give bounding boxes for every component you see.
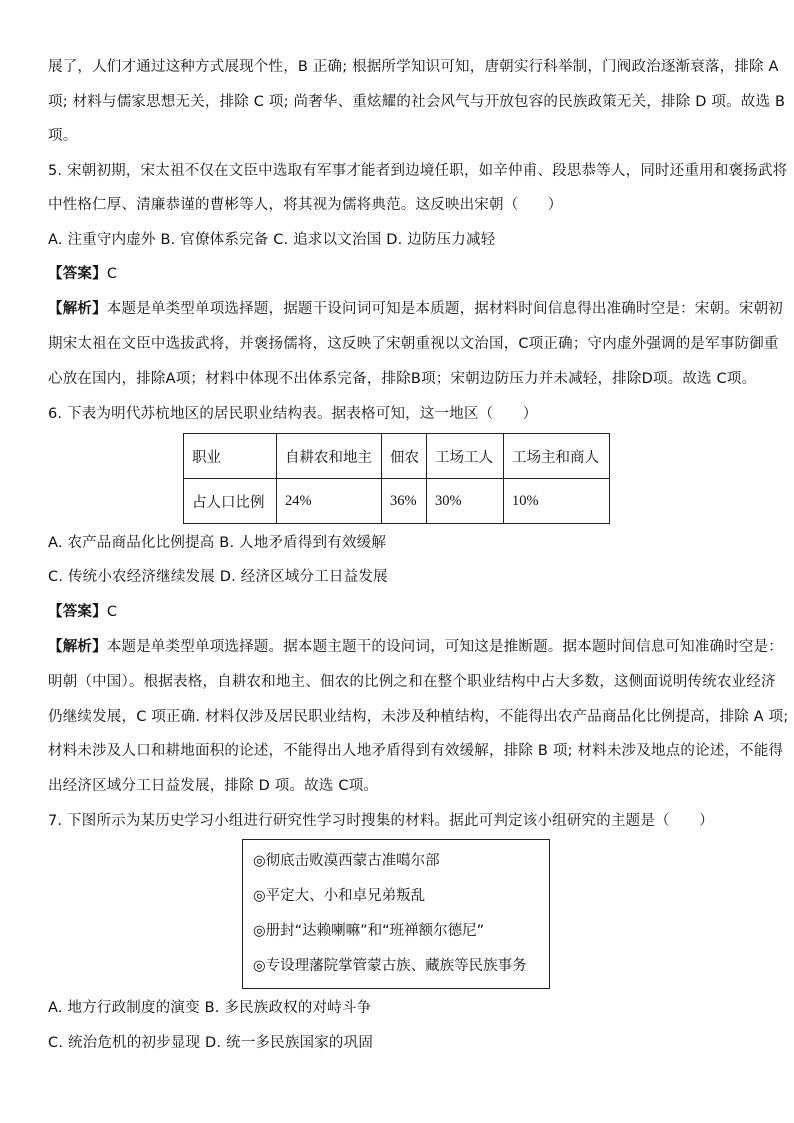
table-row [184, 479, 610, 524]
material-item: ◎册封“达赖喇嘛”和“班禅额尔德尼” [253, 923, 485, 939]
paragraph-line: 项; 材料与儒家思想无关，排除 C 项; 尚奢华、重炫耀的社会风气与开放包容的民族政策无关，排除 D 项。故选 B [48, 94, 786, 110]
table-header-cell: 工场主和商人 [504, 434, 610, 479]
q6-options-line: C. 传统小农经济继续发展 D. 经济区域分工日益发展 [48, 569, 388, 585]
table-header-cell: 职业 [184, 434, 277, 479]
answer-value: C [106, 604, 118, 620]
answer-label: 【答案】 [48, 266, 107, 282]
material-item: ◎彻底击败漠西蒙古准噶尔部 [253, 853, 440, 869]
table-cell: 30% [427, 479, 504, 524]
q6-stem: 6. 下表为明代苏杭地区的居民职业结构表。据表格可知，这一地区（ ） [48, 406, 538, 422]
q6-analysis-line [48, 637, 783, 657]
table-cell: 36% [382, 479, 427, 524]
q5-stem-line: 5. 宋朝初期，宋太祖不仅在文臣中选取有军事才能者到边境任职，如辛仲甫、段思恭等人，同时还重用和褒扬武将 [48, 163, 788, 179]
q5-analysis-line: 期宋太祖在文臣中选拔武将，并褒扬儒将，这反映了宋朝重视以文治国，C项正确；守内虚外强调的是军事防御重 [48, 336, 779, 352]
q5-options: A. 注重守内虚外 B. 官僚体系完备 C. 追求以文治国 D. 边防压力减轻 [48, 232, 496, 248]
material-item: ◎平定大、小和卓兄弟叛乱 [253, 888, 426, 904]
table-header-cell: 佃农 [382, 434, 427, 479]
material-item: ◎专设理藩院掌管蒙古族、藏族等民族事务 [253, 958, 527, 974]
answer-value: C [106, 266, 118, 282]
table-header-row [184, 434, 610, 479]
q6-answer [48, 602, 117, 622]
q5-stem-line: 中性格仁厚、清廉恭谨的曹彬等人，将其视为儒将典范。这反映出宋朝（ ） [48, 197, 563, 213]
q6-options-line: A. 农产品商品化比例提高 B. 人地矛盾得到有效缓解 [48, 535, 387, 551]
q5-analysis-line [48, 299, 783, 319]
table-header-cell: 工场工人 [427, 434, 504, 479]
table-cell: 占人口比例 [184, 479, 277, 524]
answer-label: 【答案】 [48, 604, 107, 620]
paragraph-line: 项。 [48, 128, 78, 144]
q6-analysis-line: 出经济区域分工日益发展，排除 D 项。故选 C项。 [48, 778, 379, 794]
analysis-text: 本题是单类型单项选择题。据本题主题干的设问词，可知这是推断题。据本题时间信息可知准确时空是： [106, 639, 784, 655]
q6-analysis-line: 仍继续发展，C 项正确. 材料仅涉及居民职业结构，未涉及种植结构，不能得出农产品商品化比例提高，排除 A 项; [48, 709, 789, 725]
q7-options-line: C. 统治危机的初步显现 D. 统一多民族国家的巩固 [48, 1035, 374, 1051]
analysis-label: 【解析】 [48, 301, 107, 317]
q7-stem: 7. 下图所示为某历史学习小组进行研究性学习时搜集的材料。据此可判定该小组研究的主题是（ ） [48, 813, 714, 829]
occupation-table [183, 433, 610, 524]
q7-options-line: A. 地方行政制度的演变 B. 多民族政权的对峙斗争 [48, 1000, 372, 1016]
q6-analysis-line: 材料未涉及人口和耕地面积的论述，不能得出人地矛盾得到有效缓解，排除 B 项; 材料未涉及地点的论述，不能得 [48, 743, 784, 759]
q5-answer [48, 264, 117, 284]
material-box [242, 839, 550, 989]
table-cell: 24% [277, 479, 382, 524]
analysis-text: 本题是单类型单项选择题，据题干设问词可知是本质题，据材料时间信息得出准确时空是：宋朝。宋朝初 [106, 301, 784, 317]
q6-analysis-line: 明朝（中国）。根据表格，自耕农和地主、佃农的比例之和在整个职业结构中占大多数，这侧面说明传统农业经济 [48, 674, 776, 690]
q5-analysis-line: 心放在国内，排除A项；材料中体现不出体系完备，排除B项；宋朝边防压力并未减轻，排除D项。故选 C项。 [48, 371, 757, 387]
analysis-label: 【解析】 [48, 639, 107, 655]
paragraph-line: 展了，人们才通过这种方式展现个性，B 正确; 根据所学知识可知，唐朝实行科举制，门阀政治逐渐衰落，排除 A [48, 59, 779, 75]
table-cell: 10% [504, 479, 610, 524]
table-header-cell: 自耕农和地主 [277, 434, 382, 479]
